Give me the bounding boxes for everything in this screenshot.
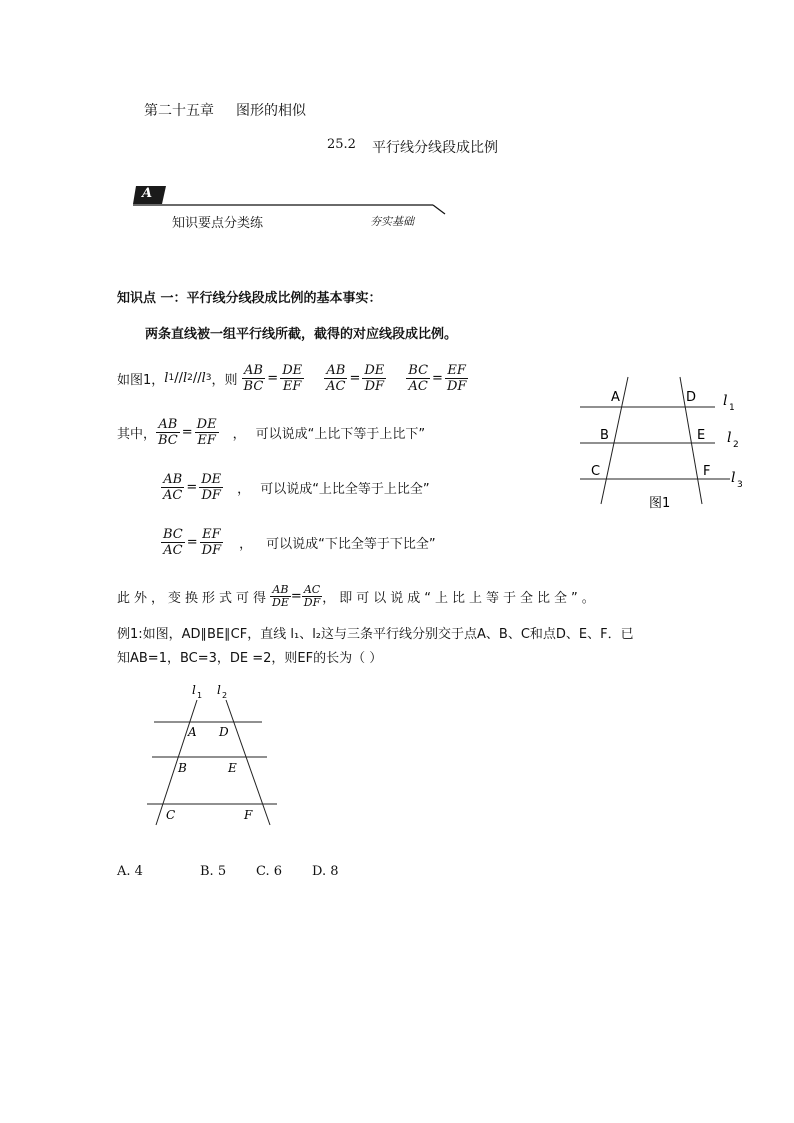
figure-caption: 图1 — [649, 496, 671, 511]
point-label: B — [600, 428, 609, 443]
also-suffix: ，即可以说成“上比上等于全比全”。 — [322, 590, 599, 606]
point-label: C — [166, 808, 176, 822]
comma: ， — [237, 481, 251, 497]
option-c[interactable]: C. 6 — [256, 864, 283, 879]
basic-fact: 两条直线被一组平行线所截，截得的对应线段成比例。 — [145, 327, 458, 342]
ratio-fraction: $\frac{DE}{EF}$ — [196, 416, 217, 448]
point-label: A — [188, 725, 197, 739]
point-label: E — [228, 761, 237, 775]
figure-2 — [142, 682, 287, 832]
line-l1-sub: 1 — [168, 373, 175, 383]
figure-1 — [575, 372, 755, 517]
example-line-2: 知AB=1，BC=3，DE =2，则EF的长为（ ） — [117, 651, 383, 666]
ratio-fraction: $\frac{EF}{DF}$ — [201, 526, 222, 558]
section-title: 平行线分线段成比例 — [372, 140, 498, 156]
ratio-fraction: $\frac{AB}{BC}$ — [243, 362, 264, 394]
option-a[interactable]: A. 4 — [117, 864, 143, 879]
ratio-fraction: $\frac{AB}{AC}$ — [326, 362, 346, 394]
line-subscript: 2 — [222, 691, 228, 700]
point-label: D — [219, 725, 229, 739]
line-l3: l — [201, 370, 206, 386]
ratio-fraction: $\frac{AB}{BC}$ — [158, 416, 178, 448]
line-subscript: 3 — [737, 480, 743, 490]
saying-text: 可以说成“上比全等于上比全” — [260, 481, 430, 497]
banner-rule-tail — [433, 205, 445, 214]
line-subscript: 2 — [733, 440, 739, 450]
ratio-fraction: $\frac{DE}{EF}$ — [282, 362, 303, 394]
point-label: E — [697, 428, 706, 443]
line-name: l — [731, 470, 736, 486]
line-l2-sub: 2 — [187, 373, 193, 383]
line-name: l — [727, 430, 732, 446]
line-l1: l — [164, 370, 169, 386]
equals-sign: = — [186, 479, 198, 495]
point-label: B — [178, 761, 187, 775]
equals-sign: = — [432, 370, 443, 386]
ratio-fraction: $\frac{AC}{DF}$ — [303, 582, 321, 609]
ratio-fraction: $\frac{BC}{AC}$ — [408, 362, 429, 394]
line-l2: l — [182, 370, 188, 386]
equals-sign: = — [181, 424, 193, 440]
saying-row-2 — [161, 467, 430, 507]
saying-text: 可以说成“下比全等于下比全” — [266, 536, 436, 552]
saying-row-1 — [117, 412, 425, 452]
ratio-fraction: $\frac{AB}{AC}$ — [163, 471, 183, 503]
banner-badge-letter: A — [142, 186, 153, 201]
equals-sign: = — [290, 588, 302, 604]
line-name: l — [217, 683, 221, 697]
line-subscript: 1 — [197, 691, 203, 700]
ratio-fraction: $\frac{DE}{DF}$ — [201, 471, 222, 503]
line-name: l — [192, 683, 196, 697]
equals-sign: = — [186, 534, 198, 550]
line-l3-sub: 3 — [205, 373, 212, 383]
saying-text: 可以说成“上比下等于上比下” — [255, 426, 426, 442]
also-prefix: 此外，变换形式可得 — [117, 590, 271, 606]
example-line-1: 例1:如图，AD∥BE∥CF，直线 l₁、l₂这与三条平行线分别交于点A、B、C和点D、E、F．已 — [117, 627, 634, 642]
line-subscript: 1 — [729, 403, 735, 413]
point-label: C — [591, 464, 601, 479]
equals-sign: = — [349, 370, 361, 386]
ratio-fraction: $\frac{EF}{DF}$ — [446, 362, 467, 394]
transversal-line — [156, 700, 197, 825]
parallel-sign: // — [192, 370, 202, 386]
equals-sign: = — [267, 370, 279, 386]
point-label: F — [703, 464, 711, 479]
banner-label: 知识要点分类练 — [172, 216, 264, 231]
chapter-number: 第二十五章 — [144, 103, 214, 119]
intro-prefix: 如图1， — [117, 372, 165, 388]
ratio-fraction: $\frac{AB}{DE}$ — [272, 582, 289, 609]
comma: ， — [239, 536, 253, 552]
saying-row-3 — [161, 522, 436, 562]
option-d[interactable]: D. 8 — [312, 864, 339, 879]
point-label: F — [244, 808, 253, 822]
intro-then: ，则 — [211, 372, 238, 388]
line-name: l — [723, 393, 728, 409]
knowledge-point-title: 知识点 一：平行线分线段成比例的基本事实： — [117, 291, 382, 306]
ratio-fraction: $\frac{DE}{DF}$ — [364, 362, 385, 394]
point-label: A — [611, 390, 620, 405]
intro-line — [117, 358, 468, 398]
chapter-title: 图形的相似 — [236, 103, 306, 119]
banner-tag: 夯实基础 — [370, 215, 414, 228]
point-label: D — [686, 390, 697, 405]
also-line — [117, 578, 599, 614]
among-label: 其中， — [117, 426, 157, 442]
ratio-fraction: $\frac{BC}{AC}$ — [163, 526, 183, 558]
parallel-sign: // — [174, 370, 183, 386]
option-b[interactable]: B. 5 — [200, 864, 227, 879]
comma: ， — [232, 426, 246, 442]
section-number: 25.2 — [327, 137, 356, 152]
